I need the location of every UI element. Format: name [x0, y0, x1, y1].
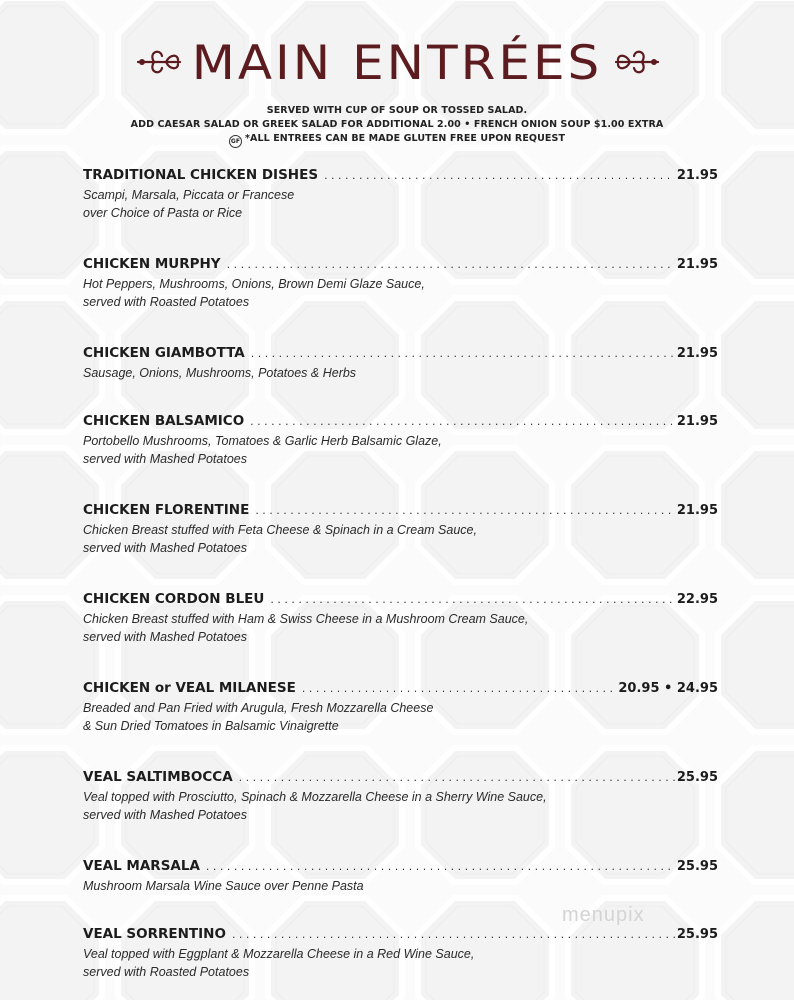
- item-name: CHICKEN CORDON BLEU: [83, 591, 265, 607]
- item-description: served with Mashed Potatoes: [83, 541, 247, 555]
- item-name: CHICKEN BALSAMICO: [83, 413, 245, 429]
- item-description: served with Roasted Potatoes: [83, 965, 250, 979]
- item-name: CHICKEN GIAMBOTTA: [83, 345, 245, 361]
- note-line-3: [0, 132, 794, 148]
- item-name: TRADITIONAL CHICKEN DISHES: [83, 167, 319, 183]
- item-description: Mushroom Marsala Wine Sauce over Penne Pasta: [83, 879, 364, 893]
- menu-item: [83, 764, 718, 853]
- item-name: VEAL MARSALA: [83, 858, 200, 874]
- item-price: 21.95: [676, 414, 718, 429]
- item-description: Breaded and Pan Fried with Arugula, Fresh Mozzarella Cheese: [83, 701, 434, 715]
- item-name: VEAL SALTIMBOCCA: [83, 769, 233, 785]
- item-price: 22.95: [676, 592, 718, 607]
- item-description: Portobello Mushrooms, Tomatoes & Garlic Herb Balsamic Glaze,: [83, 434, 442, 448]
- gluten-free-note: *ALL ENTREES CAN BE MADE GLUTEN FREE UPON REQUEST: [244, 133, 566, 144]
- item-price: 25.95: [676, 859, 718, 874]
- item-description: Scampi, Marsala, Piccata or Francese: [83, 188, 295, 202]
- item-description: Sausage, Onions, Mushrooms, Potatoes & Herbs: [83, 366, 357, 380]
- menu-item: [83, 340, 718, 408]
- flourish-right-icon: [612, 44, 662, 80]
- item-name: CHICKEN or VEAL MILANESE: [83, 680, 296, 696]
- menu-item: [83, 497, 718, 586]
- item-price: 20.95 • 24.95: [618, 681, 718, 696]
- item-description: Hot Peppers, Mushrooms, Onions, Brown Demi Glaze Sauce,: [83, 277, 425, 291]
- item-description: Veal topped with Eggplant & Mozzarella Cheese in a Red Wine Sauce,: [83, 947, 475, 961]
- item-description: & Sun Dried Tomatoes in Balsamic Vinaigrette: [83, 719, 339, 733]
- item-name: CHICKEN MURPHY: [83, 256, 221, 272]
- item-description: served with Mashed Potatoes: [83, 630, 247, 644]
- item-description: served with Mashed Potatoes: [83, 452, 247, 466]
- menu-notes: [0, 104, 794, 148]
- item-description: Chicken Breast stuffed with Ham & Swiss Cheese in a Mushroom Cream Sauce,: [83, 612, 529, 626]
- item-description: over Choice of Pasta or Rice: [83, 206, 243, 220]
- item-price: 25.95: [676, 927, 718, 942]
- item-description: Chicken Breast stuffed with Feta Cheese & Spinach in a Cream Sauce,: [83, 523, 477, 537]
- item-description: served with Mashed Potatoes: [83, 808, 247, 822]
- note-line-1: SERVED WITH CUP OF SOUP OR TOSSED SALAD.: [266, 105, 528, 116]
- menu-header: [0, 30, 794, 94]
- item-description: Veal topped with Prosciutto, Spinach & Mozzarella Cheese in a Sherry Wine Sauce,: [83, 790, 547, 804]
- item-price: 21.95: [676, 257, 718, 272]
- item-price: 25.95: [676, 770, 718, 785]
- menu-item: [83, 586, 718, 675]
- item-description: served with Roasted Potatoes: [83, 295, 250, 309]
- note-line-2: ADD CAESAR SALAD OR GREEK SALAD FOR ADDITIONAL 2.00 • FRENCH ONION SOUP $1.00 EXTRA: [130, 119, 664, 130]
- menu-item: [83, 162, 718, 251]
- menupix-watermark: menupix: [562, 904, 645, 926]
- item-name: CHICKEN FLORENTINE: [83, 502, 250, 518]
- menu-item: [83, 251, 718, 340]
- item-price: 21.95: [676, 503, 718, 518]
- menu-item: [83, 408, 718, 497]
- page-title: MAIN ENTRÉES: [191, 35, 603, 91]
- menu-item-list: [83, 162, 718, 991]
- item-price: 21.95: [676, 346, 718, 361]
- item-name: VEAL SORRENTINO: [83, 926, 226, 942]
- item-price: 21.95: [676, 168, 718, 183]
- dot-leader: [324, 163, 675, 189]
- menu-item: [83, 675, 718, 764]
- menu-item: [83, 921, 718, 991]
- gluten-free-icon: GF: [229, 135, 242, 148]
